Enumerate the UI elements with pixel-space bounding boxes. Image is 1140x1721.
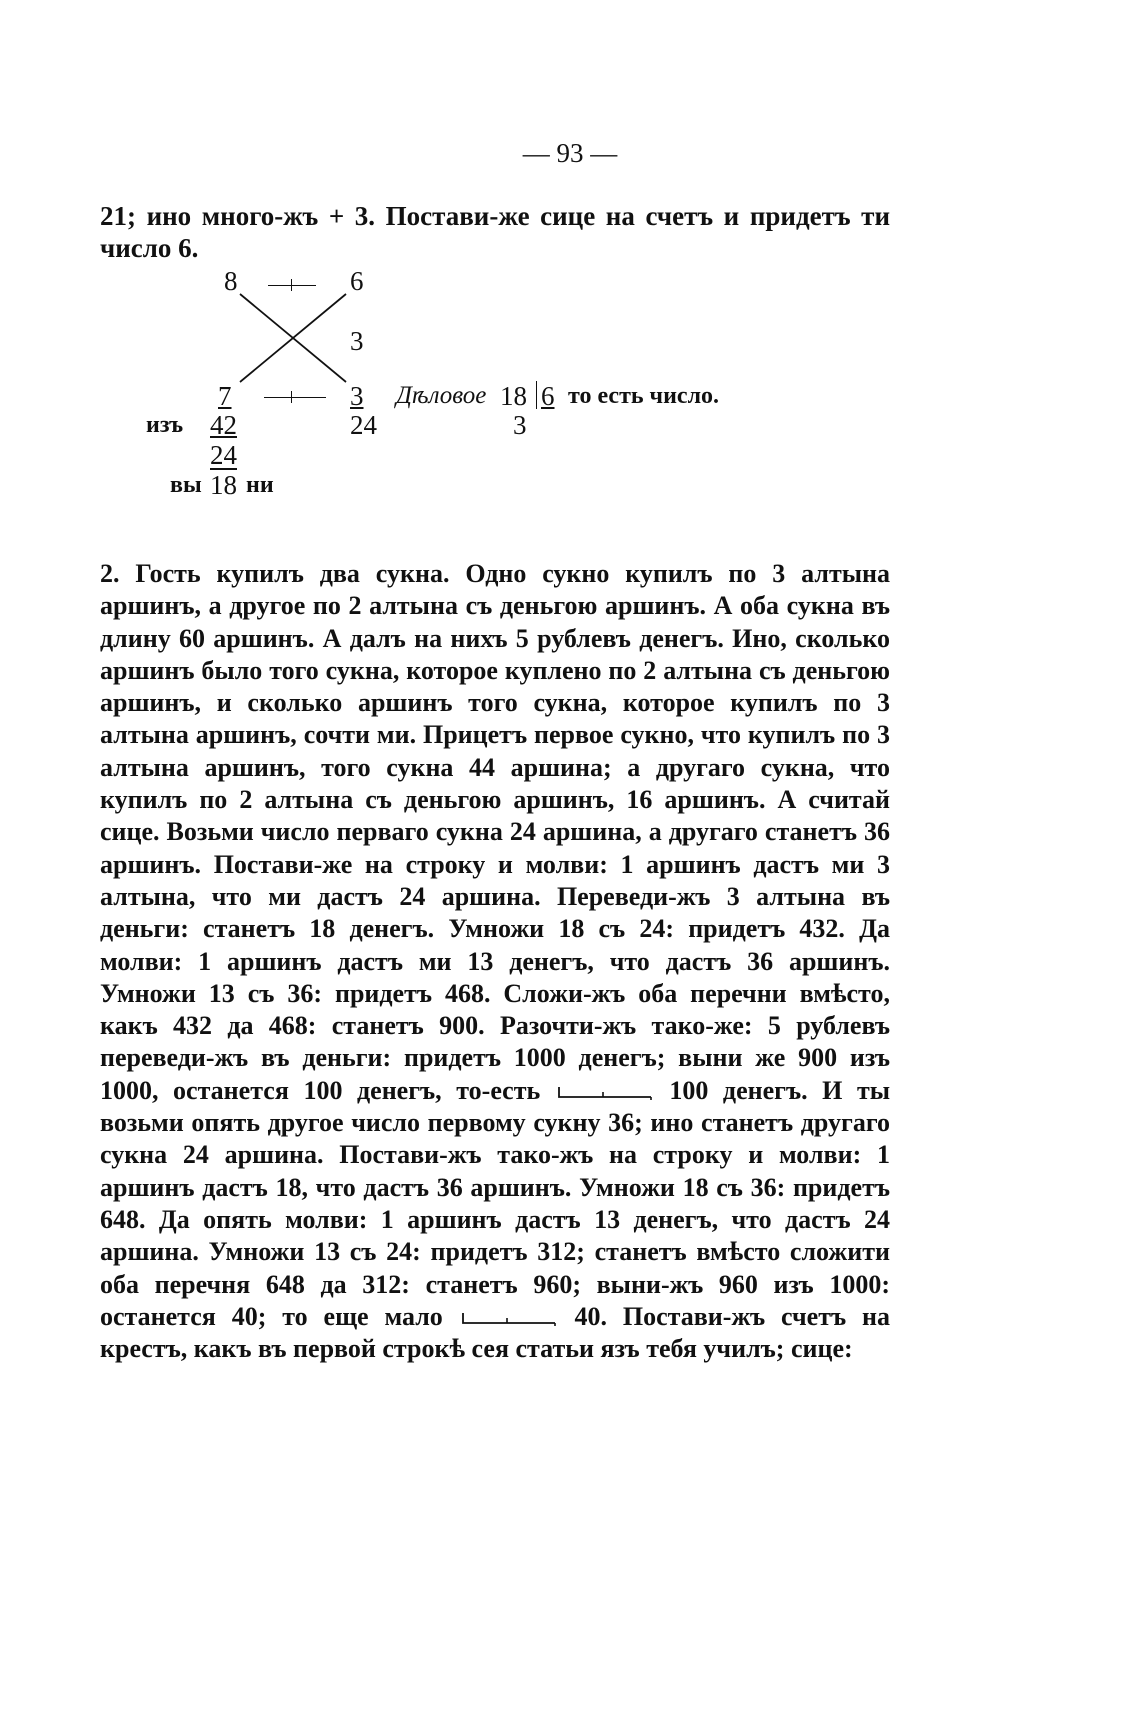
cross-lines-icon <box>230 290 360 390</box>
vy-label: вы <box>170 472 202 498</box>
divisor: 3 <box>513 410 527 440</box>
diagram-bottom-left: 7 <box>218 381 232 411</box>
deficit-mark-icon <box>459 1311 559 1327</box>
problem-text-part-1: 2. Гость купилъ два сукна. Одно сукно купилъ по 3 алтына аршинъ, а другое по 2 алтына съ деньгою аршинъ. А оба сукна въ длину 60 аршинъ. А далъ на нихъ 5 рублевъ денегъ. Ино, сколько аршинъ было того сукна, которое куплено по 2 алтына съ деньгою аршинъ, и сколько аршинъ того сукна, которое купилъ по 3 алтына аршинъ, сочти ми. Прицетъ первое сукно, что купилъ по 3 алтына аршинъ, того сукна 44 аршина; а другаго сукна, что купилъ по 2 алтына съ деньгою аршинъ, 16 аршинъ. А считай сице. Возьми число перваго сукна 24 аршина, а другаго станетъ 36 аршинъ. Постави-же на строку и молви: 1 аршинъ дастъ ми 3 алтына, что ми дастъ 24 аршина. Переведи-жъ 3 алтына въ деньги: станетъ 18 денегъ. Умножи 18 съ 24: придетъ 432. Да молви: 1 аршинъ дастъ ми 13 денегъ, что дастъ 36 аршинъ. Умножи 13 съ 36: придетъ 468. Сложи-жъ оба перечни вмѣсто, какъ 432 да 468: станетъ 900. Разочти-жъ тако-же: 5 рублевъ переведи-жъ въ деньги: придетъ 1000 денегъ; выни же 900 изъ 1000, останется 100 денегъ, то-есть <box>100 559 890 1105</box>
diagram-top-right: 6 <box>350 266 364 296</box>
intro-paragraph: 21; ино много-жъ + 3. Постави-же сице на счетъ и придетъ ти число 6. <box>100 201 890 263</box>
iz-label: изъ <box>146 412 184 438</box>
right-product: 24 <box>350 410 377 440</box>
result: 18 <box>210 470 237 500</box>
deficit-mark-icon <box>555 1085 655 1101</box>
division-bracket <box>536 381 537 409</box>
divisor-label: Дѣловое <box>396 382 487 409</box>
diagram-mid-right: 3 <box>350 326 364 356</box>
diagram-top-left: 8 <box>224 266 238 296</box>
page-number: — 93 — <box>522 138 618 168</box>
iz-value: 42 <box>210 410 237 440</box>
problem-paragraph <box>100 558 890 1365</box>
problem-text-part-3: 40. Постави-жъ счетъ на крестъ, какъ въ первой строкѣ сея статьи язъ тебя училъ; сице: <box>100 1301 890 1364</box>
ni-label: ни <box>246 472 274 498</box>
subtrahend: 24 <box>210 440 237 470</box>
problem-text-part-2: 100 денегъ. И ты возьми опять другое число первому сукну 36; ино станетъ другаго сукна 24 аршина. Постави-жъ тако-жъ на строку и молви: 1 аршинъ дастъ 18, что дастъ 36 аршинъ. Умножи 18 съ 36: придетъ 648. Да опять молви: 1 аршинъ дастъ 13 денегъ, что дастъ 24 аршина. Умножи 13 съ 24: придетъ 312; станетъ вмѣсто сложити оба перечня 648 да 312: станетъ 960; выни-жъ 960 изъ 1000: останется 40; то еще мало <box>100 1075 891 1331</box>
quotient: 6 <box>541 381 555 411</box>
quotient-note: то есть число. <box>568 383 720 409</box>
diagram-bottom-right: 3 <box>350 381 364 411</box>
dividend: 18 <box>500 381 527 411</box>
